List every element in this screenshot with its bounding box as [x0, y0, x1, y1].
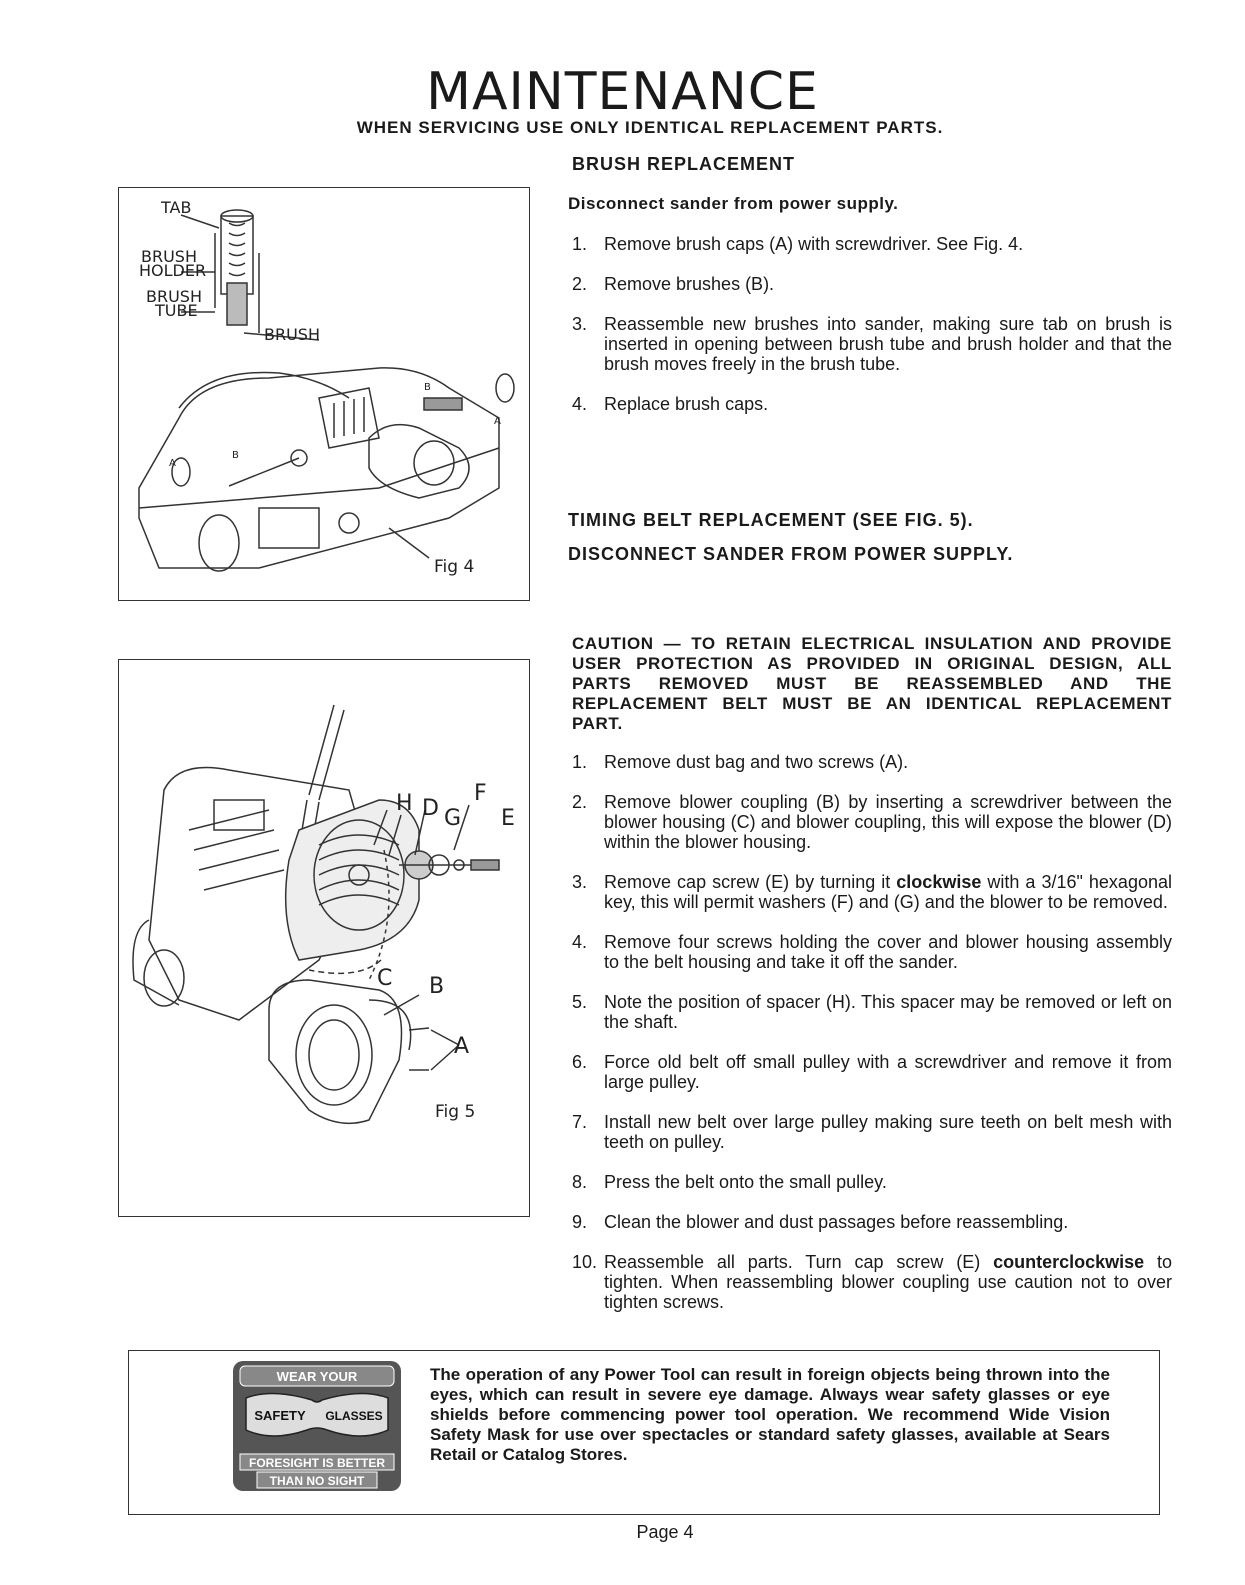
step-number: 3. — [572, 314, 588, 334]
step-text: Force old belt off small pulley with a screwdriver and remove it from large pulley. — [604, 1052, 1172, 1092]
step-text — [604, 1252, 1172, 1312]
brush-replacement-heading: BRUSH REPLACEMENT — [572, 154, 796, 174]
step-text: Note the position of spacer (H). This spacer may be removed or left on the shaft. — [604, 992, 1172, 1032]
fig4-label-a1: A — [494, 416, 501, 427]
fig5-label-e: E — [501, 806, 515, 831]
step-text-pre: Remove cap screw (E) by turning it — [604, 872, 897, 892]
safety-glasses-badge — [232, 1360, 402, 1492]
step-text: Reassemble new brushes into sander, making sure tab on brush is inserted in opening between brush tube and brush holder and that the brush moves freely in the brush tube. — [604, 314, 1172, 374]
step-item — [572, 932, 1172, 972]
step-text: Replace brush caps. — [604, 394, 769, 414]
brush-steps-list — [572, 234, 1172, 434]
timing-steps-list — [572, 752, 1172, 1332]
figure-5 — [118, 659, 530, 1217]
page-title: MAINTENANCE — [426, 62, 819, 122]
page-subtitle: WHEN SERVICING USE ONLY IDENTICAL REPLACEMENT PARTS. — [356, 118, 944, 137]
fig5-label-g: G — [444, 806, 462, 831]
fig5-label-a: A — [454, 1034, 470, 1059]
step-text: Remove brushes (B). — [604, 274, 775, 294]
step-number: 8. — [572, 1172, 588, 1192]
step-item — [572, 1052, 1172, 1092]
fig4-caption: Fig 4 — [434, 557, 475, 577]
step-number: 4. — [572, 394, 588, 414]
step-item — [572, 792, 1172, 852]
fig5-label-h: H — [396, 791, 413, 816]
step-number: 4. — [572, 932, 588, 952]
timing-belt-heading: TIMING BELT REPLACEMENT (SEE FIG. 5). — [568, 510, 974, 530]
fig4-label-tab: TAB — [161, 198, 192, 217]
page-number: Page 4 — [636, 1522, 694, 1542]
step-text: Remove brush caps (A) with screwdriver. See Fig. 4. — [604, 234, 1024, 254]
step-number: 2. — [572, 274, 588, 294]
badge-top-text: WEAR YOUR — [276, 1369, 358, 1384]
step-item — [572, 872, 1172, 912]
step-text: Remove four screws holding the cover and blower housing assembly to the belt housing and take it off the sander. — [604, 932, 1172, 972]
figure-4 — [118, 187, 530, 601]
fig5-label-c: C — [377, 966, 393, 991]
fig4-label-b1: B — [424, 382, 431, 393]
fig4-label-a2: A — [169, 458, 176, 469]
fig5-label-d: D — [422, 796, 439, 821]
step-item — [572, 234, 1172, 254]
step-text-post: to tighten. When reassembling blower coupling use caution not to over tighten screws. — [604, 1252, 1173, 1312]
badge-left-text: SAFETY — [254, 1408, 306, 1423]
step-text-emphasis: counterclockwise — [993, 1252, 1145, 1272]
fig4-label-brush-holder-1: BRUSH — [141, 247, 197, 266]
safety-glasses-icon — [232, 1360, 402, 1492]
step-number: 9. — [572, 1212, 588, 1232]
figure-5-illustration — [119, 660, 529, 1216]
step-text: Install new belt over large pulley making sure teeth on belt mesh with teeth on pulley. — [604, 1112, 1172, 1152]
step-item — [572, 1212, 1172, 1232]
step-text-post: with a 3/16" hexagonal key, this will permit washers (F) and (G) and the blower to be removed. — [604, 872, 1172, 912]
step-text-pre: Reassemble all parts. Turn cap screw (E) — [604, 1252, 994, 1272]
badge-bottom-text-1: FORESIGHT IS BETTER — [248, 1456, 386, 1470]
step-item — [572, 992, 1172, 1032]
step-number: 10. — [572, 1252, 598, 1272]
fig4-label-brush-tube-1: BRUSH — [146, 287, 202, 306]
safety-notice-text: The operation of any Power Tool can result in foreign objects being thrown into the eyes, which can result in severe eye damage. Always wear safety glasses or eye shields before commencing power tool operation. We recommend Wide Vision Safety Mask for use over spectacles or standard safety glasses, available at Sears Retail or Catalog Stores. — [430, 1365, 1110, 1464]
fig4-label-b2: B — [232, 450, 239, 461]
fig5-label-f: F — [474, 781, 487, 806]
step-text: Clean the blower and dust passages before reassembling. — [604, 1212, 1069, 1232]
step-text — [604, 872, 1172, 912]
step-number: 2. — [572, 792, 588, 812]
step-text: Remove dust bag and two screws (A). — [604, 752, 909, 772]
timing-disconnect-warning: DISCONNECT SANDER FROM POWER SUPPLY. — [568, 544, 1014, 564]
fig5-label-b: B — [429, 974, 445, 999]
step-number: 5. — [572, 992, 588, 1012]
step-number: 1. — [572, 234, 588, 254]
fig4-label-brush-tube-2: TUBE — [155, 301, 198, 320]
fig5-caption: Fig 5 — [435, 1102, 476, 1122]
step-number: 7. — [572, 1112, 588, 1132]
step-number: 3. — [572, 872, 588, 892]
brush-disconnect-warning: Disconnect sander from power supply. — [568, 194, 899, 213]
step-item — [572, 1112, 1172, 1152]
step-item — [572, 274, 1172, 294]
step-text: Press the belt onto the small pulley. — [604, 1172, 887, 1192]
badge-bottom-text-2: THAN NO SIGHT — [269, 1474, 365, 1488]
step-item — [572, 1252, 1172, 1312]
fig4-label-brush: BRUSH — [264, 325, 320, 344]
caution-text: CAUTION — TO RETAIN ELECTRICAL INSULATION AND PROVIDE USER PROTECTION AS PROVIDED IN ORIGINAL DESIGN, ALL PARTS REMOVED MUST BE REASSEMBLED AND THE REPLACEMENT BELT MUST BE AN IDENTICAL REPLACEMENT PART. — [572, 634, 1172, 733]
step-item — [572, 1172, 1172, 1192]
step-text: Remove blower coupling (B) by inserting a screwdriver between the blower housing (C) and blower coupling, this will expose the blower (D) within the blower housing. — [604, 792, 1172, 852]
badge-right-text: GLASSES — [325, 1409, 383, 1423]
figure-4-illustration — [119, 188, 529, 600]
step-item — [572, 314, 1172, 374]
fig4-label-brush-holder-2: HOLDER — [139, 261, 207, 280]
step-text-emphasis: clockwise — [896, 872, 982, 892]
step-item — [572, 394, 1172, 414]
step-number: 6. — [572, 1052, 588, 1072]
step-number: 1. — [572, 752, 588, 772]
step-item — [572, 752, 1172, 772]
